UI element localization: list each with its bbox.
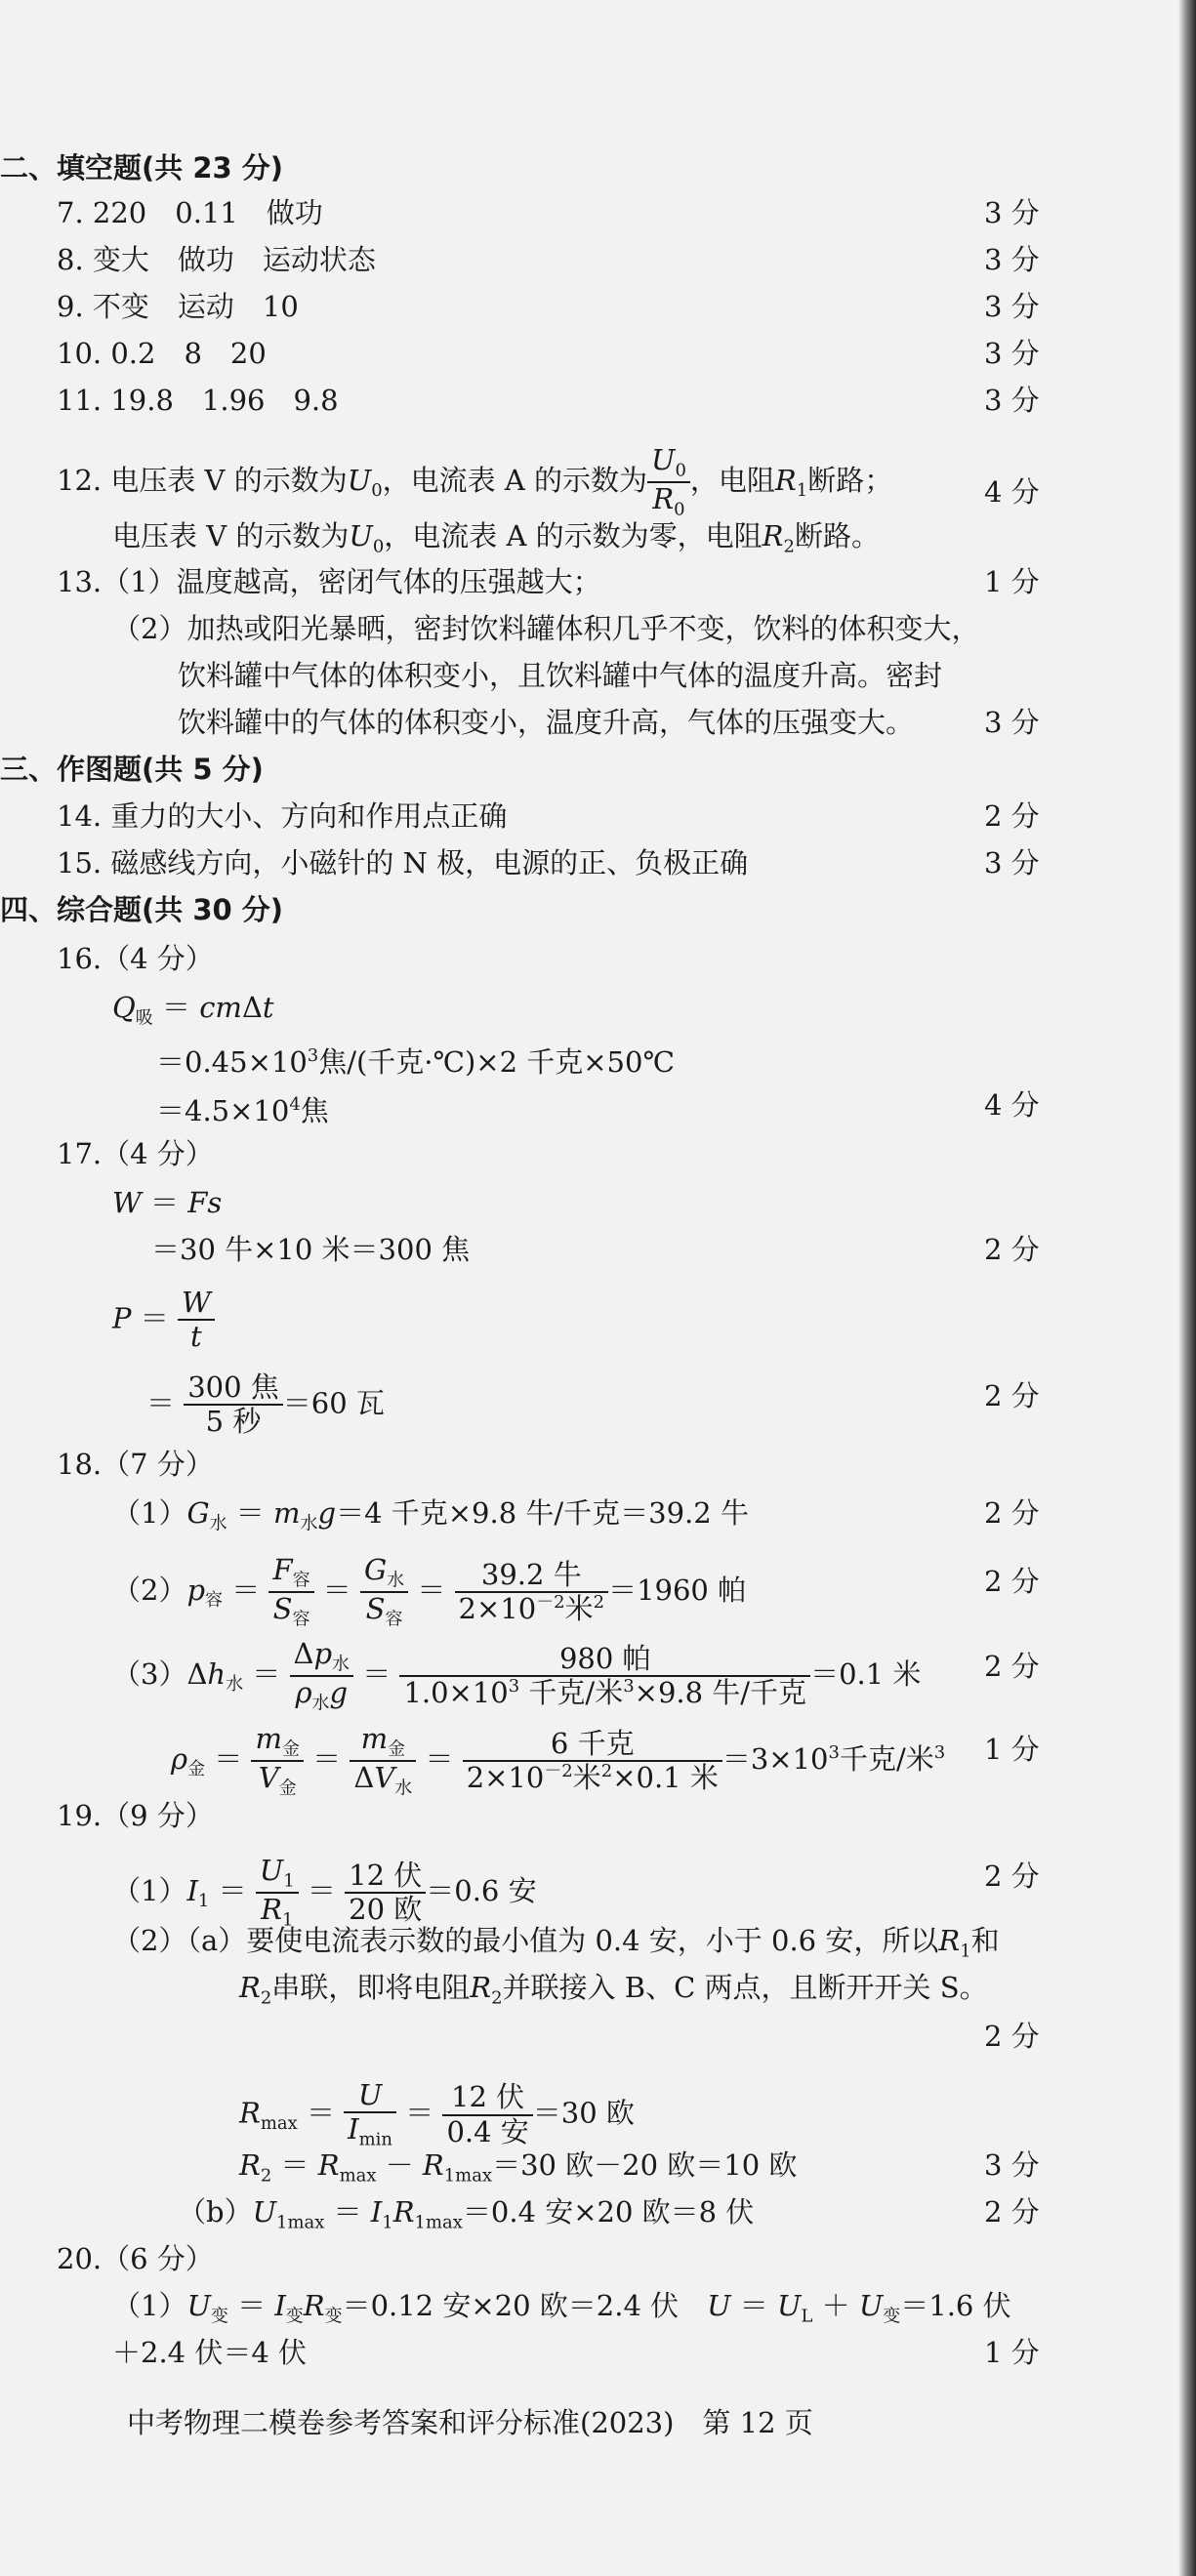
q18-p2-label: （2） xyxy=(112,1573,187,1607)
answer-8: 8. 变大 做功 运动状态 xyxy=(57,243,376,276)
answer-19-r2: $R_2 = R_{max} - R_{1max}=30$ 欧－20 欧＝10 欧 xyxy=(239,2148,798,2187)
answer-9: 9. 不变 运动 10 xyxy=(57,290,299,323)
page-footer: 中考物理二模卷参考答案和评分标准(2023) 第 12 页 xyxy=(127,2406,813,2439)
answer-19-part1: $(1)I_1$ ＝ $\frac{U_1}{R_1}$ ＝ $\frac{\text{12 伏}}{\text{20 欧}}$ ＝0.6 安 xyxy=(112,1854,537,1931)
fraction-u0-r0: $\frac{U_0}{R_0}$ xyxy=(647,444,690,520)
answer-18-part2: $(2)p_容$ ＝ $\frac{F_容}{S_容}$ ＝ $\frac{G_水}{S_容}$ ＝ $\frac{\text{39.2 牛}}{2\times 10^{-2}米^2}$ ＝1960 帕 xyxy=(112,1553,747,1630)
score-11: 3 分 xyxy=(984,384,1040,417)
q16-l2: ＝0.45×10 xyxy=(156,1044,308,1079)
q12-end: 断路； xyxy=(807,463,893,497)
fraction-w-t: $\frac{W}{t}$ xyxy=(178,1287,215,1354)
score-14: 2 分 xyxy=(984,799,1040,833)
answer-18-part3: $(3)\Delta h_水$ ＝ $\frac{\Delta p_水}{\rho_水g}$ ＝ $\frac{\text{980 帕}}{1.0\times 10^3 千克/米^3\times 9.8 牛/千克}$ ＝0.1 米 xyxy=(112,1637,922,1714)
score-19d: 2 分 xyxy=(984,2195,1040,2228)
answer-19-part2a: （2）（a）要使电流表示数的最小值为 0.4 安，小于 0.6 安，所以$R_1$和 xyxy=(112,1924,1000,1962)
answer-19-partb: $(b)U_{1max} = I_1R_{1max}=0.4$ 安×20 欧＝8 伏 xyxy=(178,2195,755,2233)
score-18b: 2 分 xyxy=(984,1565,1040,1598)
q17-l4-result: ＝60 瓦 xyxy=(282,1386,385,1420)
answer-18-head: 18.（7 分） xyxy=(57,1448,214,1481)
score-17a: 2 分 xyxy=(984,1233,1040,1266)
q20-l1b: ＝1.6 伏 xyxy=(900,2289,1011,2322)
q12-mid: ，电流表 A 的示数为 xyxy=(382,463,648,497)
fraction-6kg: $\frac{\text{6 千克}}{2\times 10^{-2}米^2\times 0.1 米}$ xyxy=(463,1728,722,1795)
answer-16-formula: $Q_吸 = cm\Delta t$ xyxy=(112,991,274,1029)
score-18d: 1 分 xyxy=(984,1733,1040,1766)
q12-line2-mid: ，电流表 A 的示数为零，电阻 xyxy=(384,519,763,552)
q18-p1-label: （1） xyxy=(112,1496,187,1530)
q18-p3-result: ＝0.1 米 xyxy=(810,1656,922,1691)
score-19c: 3 分 xyxy=(984,2148,1040,2182)
answer-19-rmax: $R_{max}$ ＝ $\frac{U}{I_{min}}$ ＝ $\frac{\text{12 伏}}{\text{0.4 安}}$ ＝30 欧 xyxy=(239,2078,635,2150)
score-12: 4 分 xyxy=(984,475,1040,509)
q12-line2-pre: 电压表 V 的示数为 xyxy=(112,519,350,552)
answer-13-line3: 饮料罐中气体的体积变小，且饮料罐中气体的温度升高。密封 xyxy=(178,659,943,692)
q12-post: ，电阻 xyxy=(689,463,775,497)
answer-10: 10. 0.2 8 20 xyxy=(57,337,267,370)
section-fill-blank: 二、填空题(共 23 分) xyxy=(0,151,284,184)
answer-18-part4: $\rho_金$ ＝ $\frac{m_金}{V_金}$ ＝ $\frac{m_金}{\Delta V_水}$ ＝ $\frac{\text{6 千克}}{2\times 10^{-2}米^2\times 0.1 米}$ $=3\times 10^3$千克/米$^3$ xyxy=(171,1722,946,1799)
answer-17-formula: W ＝ Fs xyxy=(112,1186,223,1219)
answer-17-line2: ＝30 牛×10 米＝300 焦 xyxy=(151,1233,471,1266)
score-19a: 2 分 xyxy=(984,1860,1040,1893)
score-8: 3 分 xyxy=(984,243,1040,276)
answer-20-head: 20.（6 分） xyxy=(57,2242,214,2275)
score-10: 3 分 xyxy=(984,337,1040,370)
q18-p1-text: ＝4 千克×9.8 牛/千克＝39.2 牛 xyxy=(336,1496,749,1530)
q19-p2a-text: （2）（a）要使电流表示数的最小值为 0.4 安，小于 0.6 安，所以 xyxy=(112,1924,939,1957)
q19-p2b-text: 串联，即将电阻 xyxy=(271,1971,471,2004)
answer-13-line1: 13.（1）温度越高，密闭气体的压强越大； xyxy=(57,565,601,598)
answer-20-line2: ＋2.4 伏＝4 伏 xyxy=(112,2336,308,2369)
fraction-39-2: $\frac{\text{39.2 牛}}{2\times 10^{-2}米^2}$ xyxy=(455,1559,609,1626)
score-20a: 1 分 xyxy=(984,2336,1040,2369)
answer-16-line2: $=0.45\times 10^3$焦/(千克·℃)×2 千克×50℃ xyxy=(156,1044,675,1079)
q20-l1a: ＝0.12 安×20 欧＝2.4 伏 xyxy=(342,2289,680,2322)
score-19b: 2 分 xyxy=(984,2020,1040,2053)
section-comprehensive: 四、综合题(共 30 分) xyxy=(0,893,284,926)
answer-7: 7. 220 0.11 做功 xyxy=(57,196,323,229)
score-18a: 2 分 xyxy=(984,1496,1040,1530)
q18-p3-label: （3） xyxy=(112,1656,187,1691)
q12-pre: 电压表 V 的示数为 xyxy=(110,463,348,497)
answer-17-line4: ＝ $\frac{\text{300 焦}}{\text{5 秒}}$ ＝60 瓦 xyxy=(146,1370,385,1439)
fraction-300-5: $\frac{\text{300 焦}}{\text{5 秒}}$ xyxy=(184,1371,283,1439)
score-17b: 2 分 xyxy=(984,1379,1040,1412)
fraction-980: $\frac{\text{980 帕}}{1.0\times 10^3 千克/米^3\times 9.8 牛/千克}$ xyxy=(399,1643,810,1710)
answer-19-part2b: $R_2$串联，即将电阻$R_2$并联接入 B、C 两点，且断开开关 S。 xyxy=(239,1971,988,2009)
section-drawing: 三、作图题(共 5 分) xyxy=(0,753,264,786)
q12-num: 12. xyxy=(57,463,103,497)
q19-rmax-result: ＝30 欧 xyxy=(532,2096,635,2130)
q18-p2-result: ＝1960 帕 xyxy=(608,1573,747,1607)
fraction-12v-20ohm: $\frac{\text{12 伏}}{\text{20 欧}}$ xyxy=(345,1860,426,1927)
answer-16-head: 16.（4 分） xyxy=(57,942,214,975)
q16-l2b: 焦/(千克·℃)×2 千克×50℃ xyxy=(318,1044,675,1079)
answer-13-line2: （2）加热或阳光暴晒，密封饮料罐体积几乎不变，饮料的体积变大， xyxy=(112,612,980,645)
answer-17-power: P ＝ $\frac{W}{t}$ xyxy=(112,1287,215,1354)
answer-12-line2: 电压表 V 的示数为$U_0$，电流表 A 的示数为零，电阻$R_2$断路。 xyxy=(112,519,880,557)
q16-l3b: 焦 xyxy=(300,1093,329,1127)
score-13a: 1 分 xyxy=(984,565,1040,598)
score-15: 3 分 xyxy=(984,846,1040,879)
q20-l1-label: （1） xyxy=(112,2289,187,2322)
q18-p4-result: ＝3×10 xyxy=(722,1741,829,1776)
q19-pb-label: （b） xyxy=(178,2195,253,2228)
score-18c: 2 分 xyxy=(984,1650,1040,1683)
answer-12-line1: 12. 电压表 V 的示数为$U_0$，电流表 A 的示数为 $\frac{U_0}{R_0}$ ，电阻$R_1$断路； xyxy=(57,443,893,520)
fraction-12v-0-4a: $\frac{\text{12 伏}}{\text{0.4 安}}$ xyxy=(442,2081,532,2148)
answer-13-line4: 饮料罐中的气体的体积变小，温度升高，气体的压强变大。 xyxy=(178,706,915,739)
answer-15: 15. 磁感线方向，小磁针的 N 极，电源的正、负极正确 xyxy=(57,846,749,879)
q19-p1-label: （1） xyxy=(112,1873,187,1907)
q19-pb-text: ＝0.4 安×20 欧＝8 伏 xyxy=(462,2195,755,2228)
answer-20-line1: $(1)U_变 = I_变R_变=0.12$ 安×20 欧＝2.4 伏 $U = U_L + U_变=1.6$ 伏 xyxy=(112,2289,1011,2327)
answer-19-head: 19.（9 分） xyxy=(57,1799,214,1832)
score-9: 3 分 xyxy=(984,290,1040,323)
answer-18-part1: $(1)G_水 = m_水g=4$ 千克×9.8 牛/千克＝39.2 牛 xyxy=(112,1496,749,1534)
score-7: 3 分 xyxy=(984,196,1040,229)
q19-r2-text: ＝30 欧－20 欧＝10 欧 xyxy=(492,2148,798,2182)
q16-l3: ＝4.5×10 xyxy=(156,1093,290,1127)
q19-p1-result: ＝0.6 安 xyxy=(426,1873,537,1907)
answer-11: 11. 19.8 1.96 9.8 xyxy=(57,384,339,417)
score-13b: 3 分 xyxy=(984,706,1040,739)
binding-edge xyxy=(1178,0,1196,2576)
q12-line2-end: 断路。 xyxy=(794,519,880,552)
answer-17-head: 17.（4 分） xyxy=(57,1137,214,1170)
answer-16-line3: $=4.5\times 10^4$焦 xyxy=(156,1093,329,1127)
score-16: 4 分 xyxy=(984,1088,1040,1122)
answer-14: 14. 重力的大小、方向和作用点正确 xyxy=(57,799,508,833)
q19-p2b-end: 并联接入 B、C 两点，且断开开关 S。 xyxy=(502,1971,988,2004)
q19-p2a-end: 和 xyxy=(970,1924,1000,1957)
